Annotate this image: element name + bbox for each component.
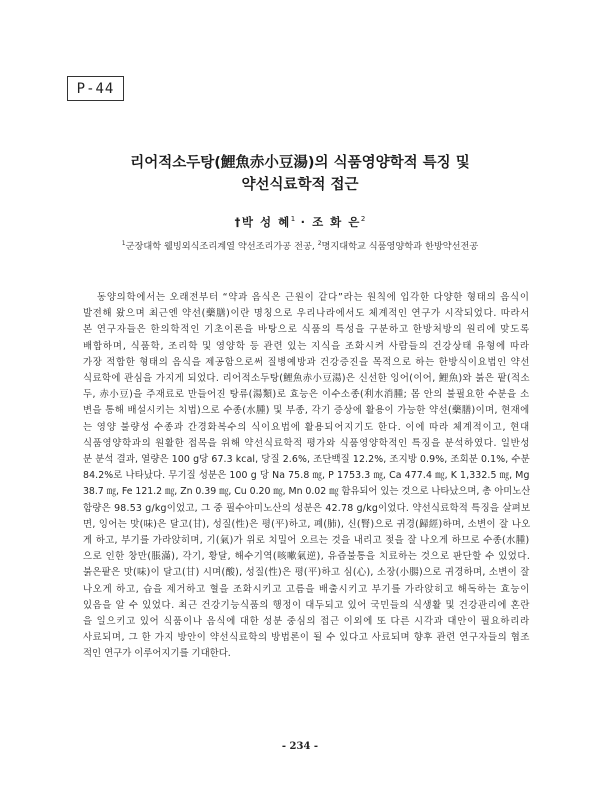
author-2-affil-mark: 2 [360, 215, 366, 224]
affiliation-2-text: 명지대학교 식품영양학과 한방약선전공 [321, 241, 479, 252]
abstract-line: 본 연구자들은 한의학적인 기초이론을 바탕으로 식품의 특성을 구분하고 한방처방의 원리에 맞도록 [83, 324, 530, 336]
abstract-line: 배합하며, 식품학, 조리학 및 영양학 등 관련 있는 지식을 조화시켜 사람들의 건강상태 유형에 따라 [83, 340, 530, 352]
title-line-2: 약선식료학적 접근 [241, 177, 359, 193]
abstract-line: 발전해 왔으며 최근엔 약선(藥膳)이란 명칭으로 우리나라에서도 체계적인 연구가 시작되었다. 따라서 [83, 308, 530, 320]
author-1-name: 박 성 혜 [241, 215, 291, 229]
abstract-line: 함량은 98.53 g/kg이었고, 그 중 필수아미노산의 성분은 42.78 g/kg이었다. 약선식료학적 특징을 살펴보 [83, 502, 530, 514]
abstract-line: 는 영양 불량성 수종과 간경화복수의 식이요법에 활용되어지기도 한다. 이에 따라 체계적이고, 현대 [83, 421, 530, 433]
corresponding-mark: † [234, 215, 242, 229]
abstract-line: 변을 통해 배설시키는 치법)으로 수종(水腫) 및 부종, 각기 증상에 활용이 가능한 약선(藥膳)이며, 현재에 [83, 405, 530, 417]
author-separator: · [295, 215, 313, 229]
abstract-line: 84.2%로 나타났다. 무기질 성분은 100 g 당 Na 75.8 ㎎, P 1753.3 ㎎, Ca 477.4 ㎎, K 1,332.5 ㎎, Mg [83, 470, 530, 482]
abstract-line: 게 하고, 부기를 가라앉히며, 기(氣)가 위로 치밀어 오르는 것을 내리고 젖을 잘 나오게 하므로 수종(水腫) [83, 535, 530, 547]
poster-id-box [67, 76, 124, 101]
abstract-line: 가장 적합한 형태의 음식을 제공함으로써 질병예방과 건강증진을 목적으로 하는 한방식이요법인 약선 [83, 356, 530, 368]
abstract-line: 두, 赤小豆)을 주재료로 만들어진 탕류(湯類)로 효능은 이수소종(利水消腫; 몸 안의 불필요한 수분을 소 [83, 389, 530, 401]
abstract-body [83, 290, 530, 663]
abstract-line: 식품영양학과의 원활한 접목을 위해 약선식료학적 평가와 식품영양학적인 특징을 분석하였다. 일반성 [83, 437, 530, 449]
author-2-name: 조 화 은 [312, 215, 361, 229]
abstract-line: 붉은팥은 맛(味)이 달고(甘) 시며(酸), 성질(性)은 평(平)하고 심(心), 소장(小腸)으로 귀경하며, 소변이 잘 [83, 567, 530, 579]
abstract-line: 38.7 ㎎, Fe 121.2 ㎎, Zn 0.39 ㎎, Cu 0.20 ㎎, Mn 0.02 ㎎ 함유되어 있는 것으로 나타났으며, 총 아미노산 [83, 486, 530, 498]
abstract-line: 나오게 하고, 습을 제거하고 혈을 조화시키고 고름을 배출시키고 부기를 가라앉히고 해독하는 효능이 [83, 583, 530, 595]
abstract-line: 으로 인한 창만(脹滿), 각기, 황달, 해수기역(咳嗽氣逆), 유즙불통을 치료하는 것으로 판단할 수 있었다. [83, 551, 530, 563]
poster-id-label: P-44 [76, 80, 115, 97]
abstract-line: 식료학에 관심을 가지게 되었다. 리어적소두탕(鯉魚赤小豆湯)은 신선한 잉어(이어, 鯉魚)와 붉은 팥(적소 [83, 373, 530, 385]
affiliation-1-text: 군장대학 웰빙외식조리계열 약선조리가공 전공, [125, 241, 318, 252]
abstract-line: 사료되며, 그 한 가지 방안이 약선식료학의 방법론이 될 수 있다고 사료되며 향후 관련 연구자들의 협조 [83, 632, 530, 644]
abstract-line: 분 분석 결과, 열량은 100 g당 67.3 kcal, 당질 2.6%, 조단백질 12.2%, 조지방 0.9%, 조회분 0.1%, 수분 [83, 454, 530, 466]
abstract-line: 면, 잉어는 맛(味)은 달고(甘), 성질(性)은 평(平)하고, 폐(肺), 신(腎)으로 귀경(歸經)하며, 소변이 잘 나오 [83, 518, 530, 530]
abstract-line: 을 일으키고 있어 식품이나 음식에 대한 성분 중심의 접근 이외에 또 다른 시각과 대안이 필요하리라 [83, 616, 530, 628]
author-1-affil-mark: 1 [290, 215, 296, 224]
affiliation-1-mark: 1 [121, 239, 126, 247]
title-line-1: 리어적소두탕(鯉魚赤小豆湯)의 식품영양학적 특징 및 [130, 155, 470, 171]
abstract-line: 동양의학에서는 오래전부터 “약과 음식은 근원이 같다”라는 원칙에 입각한 다양한 형태의 음식이 [97, 292, 530, 303]
affiliation-2-mark: 2 [317, 239, 322, 247]
page-number: - 234 - [281, 741, 319, 752]
author-line [0, 214, 600, 230]
abstract-line: 있음을 알 수 있었다. 최근 건강기능식품의 행정이 대두되고 있어 국민들의 식생활 및 건강관리에 혼란 [83, 599, 530, 611]
affiliation-line [0, 238, 600, 252]
abstract-line: 적인 연구가 이루어지기를 기대한다. [83, 648, 231, 660]
paper-title [60, 152, 540, 196]
